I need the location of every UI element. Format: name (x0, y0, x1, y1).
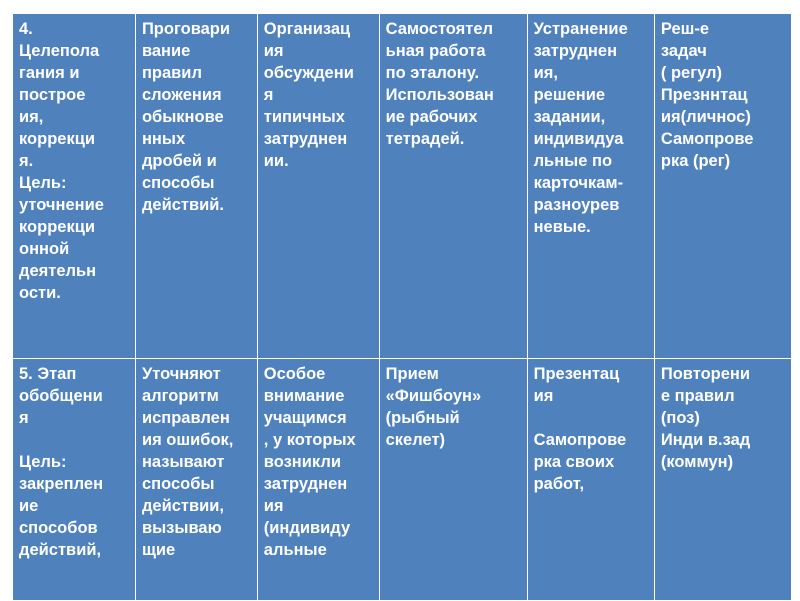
cell-text: Организац ия обсуждени я типичных затруднен ии. (263, 20, 354, 170)
table-cell (257, 359, 379, 601)
table-cell (654, 359, 791, 601)
table-cell (13, 359, 136, 601)
cell-text: Презентац ия Самопрове рка своих работ, (533, 365, 627, 493)
cell-text: 4. Целепола гания и построе ия, коррекци я. Цель: уточнение коррекци онной деятельн ости. (19, 20, 104, 302)
table-cell (379, 14, 527, 359)
table-cell (654, 14, 791, 359)
table-cell (379, 359, 527, 601)
cell-text: Проговари вание правил сложения обыкнове нных дробей и способы действий. (141, 20, 231, 214)
cell-text: Особое внимание учащимся , у которых возникли затруднен ия (индивиду альные (263, 365, 356, 559)
cell-text: Прием «Фишбоун» (рыбный скелет) (385, 365, 482, 449)
cell-text: Уточняют алгоритм исправлен ия ошибок, называют способы действии, вызываю щие (141, 365, 234, 559)
table-row (13, 14, 792, 359)
cell-text: Устранение затруднен ия, решение задании, индивидуа льные по карточкам- разноурев невые. (533, 20, 628, 236)
table-cell (527, 359, 654, 601)
table-cell (257, 14, 379, 359)
table-cell (527, 14, 654, 359)
cell-text: Самостоятел ьная работа по эталону. Использован ие рабочих тетрадей. (385, 20, 494, 148)
cell-text: 5. Этап обобщени я Цель: закреплен ие способов действий, (19, 365, 104, 559)
table-row (13, 359, 792, 601)
cell-text: Повторени е правил (поз) Инди в.зад (коммун) (660, 365, 751, 471)
lesson-table (12, 13, 792, 601)
cell-text: Реш-е задач ( регул) Презннтац ия(личнос) Самопрове рка (рег) (660, 20, 754, 170)
table-cell (13, 14, 136, 359)
table-cell (135, 359, 257, 601)
table-cell (135, 14, 257, 359)
